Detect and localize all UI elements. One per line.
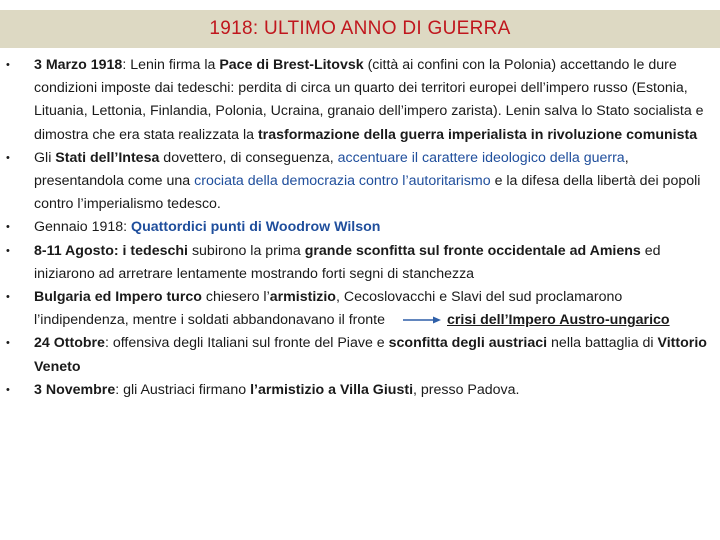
key-phrase: l’armistizio a Villa Giusti	[250, 381, 414, 398]
list-item	[0, 54, 720, 147]
highlight-phrase: accentuare il carattere ideologico della guerra	[337, 149, 625, 166]
highlight-phrase: crociata della democrazia contro l’autoritarismo	[194, 173, 491, 190]
key-phrase: Bulgaria ed Impero turco	[34, 289, 202, 306]
text-segment: dovettero, di conseguenza,	[159, 149, 338, 166]
text-segment: , Cecoslovacchi e Slavi del sud proclamarono l’indipendenza, mentre i soldati abbandonavano il fronte	[34, 289, 623, 329]
key-phrase: Vittorio Veneto	[34, 335, 707, 375]
key-phrase: 8-11 Agosto: i tedeschi	[34, 242, 188, 259]
date-label: 3 Marzo 1918	[34, 57, 123, 73]
key-phrase: trasformazione della guerra imperialista in rivoluzione comunista	[257, 126, 698, 143]
treaty-name: Pace di Brest-Litovsk	[219, 57, 364, 73]
text-segment: Gli	[34, 149, 56, 166]
key-phrase: sconfitta degli austriaci	[388, 335, 548, 352]
bullet-list	[0, 54, 720, 402]
text-segment: chiesero l’	[201, 289, 270, 306]
list-item	[0, 379, 720, 402]
text-segment: nella battaglia di	[547, 335, 658, 352]
text-segment: ed iniziarono ad arretrare lentamente mostrando forti segni di stanchezza	[34, 242, 661, 282]
bullet-icon: •	[6, 383, 10, 396]
key-phrase: crisi dell’Impero Austro-ungarico	[447, 312, 670, 329]
key-phrase: Stati dell’Intesa	[55, 149, 160, 166]
text-segment: : Lenin firma la	[122, 57, 220, 73]
slide-title: 1918: ULTIMO ANNO DI GUERRA	[209, 18, 511, 39]
bullet-icon: •	[6, 244, 10, 257]
text-segment: (città ai confini con la Polonia) accettando le dure condizioni imposte dai tedeschi: perdita di circa un quarto dei territori europei dell’impero russo (Estonia, Lituania, Lettonia, Finlandia, Polonia, Ucraina, granaio dell’impero zarista). Lenin salva lo Stato socialista e dimostra che era stata realizzata la	[34, 57, 704, 143]
bullet-icon: •	[6, 151, 10, 164]
arrow-right-icon	[403, 315, 441, 325]
date-label: 24 Ottobre	[34, 335, 105, 352]
list-item	[0, 240, 720, 286]
bullet-icon: •	[6, 291, 10, 304]
bullet-icon: •	[6, 221, 10, 234]
highlight-phrase: Quattordici punti di Woodrow Wilson	[131, 219, 381, 236]
text-segment: e la difesa della libertà dei popoli contro l’imperialismo tedesco.	[34, 173, 701, 213]
list-item	[0, 216, 720, 239]
list-item	[0, 286, 720, 332]
key-phrase: armistizio	[269, 289, 336, 306]
date-label: 3 Novembre	[34, 381, 116, 398]
bullet-icon: •	[6, 337, 10, 350]
key-phrase: grande sconfitta sul fronte occidentale ad Amiens	[304, 242, 641, 259]
text-segment: : gli Austriaci firmano	[115, 381, 251, 398]
text-segment: subirono la prima	[188, 242, 305, 259]
title-bar	[0, 10, 720, 48]
list-item	[0, 147, 720, 217]
list-item	[0, 332, 720, 378]
text-segment: , presso Padova.	[413, 381, 520, 398]
text-segment: Gennaio 1918:	[34, 219, 132, 236]
text-segment: : offensiva degli Italiani sul fronte del Piave e	[104, 335, 389, 352]
bullet-icon: •	[6, 59, 10, 71]
text-segment: , presentandola come una	[34, 149, 629, 190]
